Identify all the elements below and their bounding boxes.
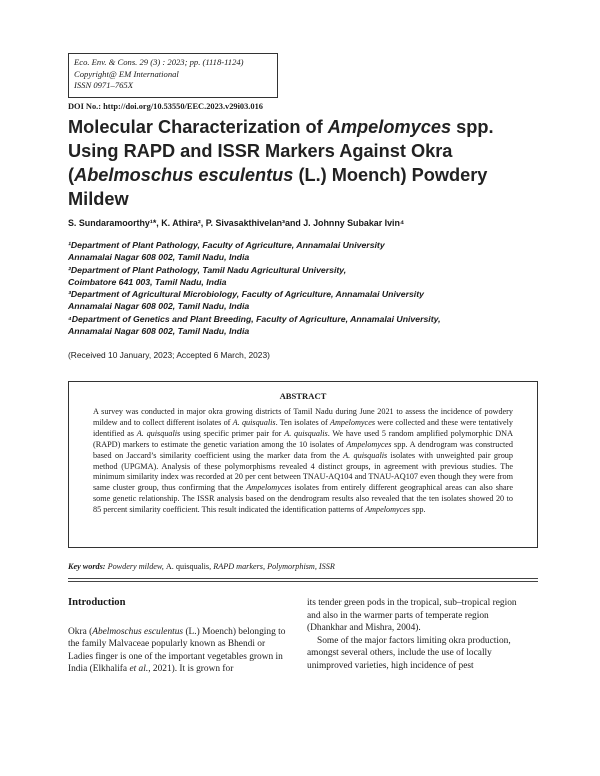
- abstract-box: [68, 381, 538, 548]
- paragraph: Some of the major factors limiting okra production, amongst several others, include the use of locally unimproved varieties, high incidence of pest: [307, 635, 511, 671]
- affiliation-line: Annamalai Nagar 608 002, Tamil Nadu, India: [68, 301, 250, 312]
- right-column: [307, 597, 529, 672]
- divider-line: [68, 581, 538, 582]
- affiliations: [68, 239, 538, 337]
- doi[interactable]: DOI No.: http://doi.org/10.53550/EEC.2023.v29i03.016: [68, 102, 263, 111]
- left-column: [68, 597, 290, 676]
- paper-title: Molecular Characterization of Ampelomyces spp. Using RAPD and ISSR Markers Against Okra (Abelmoschus esculentus (L.) Moench) Powdery Mildew: [68, 117, 494, 209]
- received-dates: (Received 10 January, 2023; Accepted 6 March, 2023): [68, 350, 270, 360]
- affiliation-line: Coimbatore 641 003, Tamil Nadu, India: [68, 276, 227, 287]
- paragraph: its tender green pods in the tropical, sub–tropical region and also in the warmer parts of temperate region (Dhankhar and Mishra, 2004).: [307, 598, 517, 633]
- abstract-text: A survey was conducted in major okra growing districts of Tamil Nadu during June 2021 to assess the incidence of powdery mildew and to collect different isolates of A. quisqualis. Ten isolates of Ampelomyces were collected and these were tentatively identified as A. quisqualis using specific primer pair for A. quisqualis. We have used 5 random amplified polymorphic DNA (RAPD) markers to estimate the genetic variation among the 10 isolates of Ampelomyces spp. A dendrogram was constructed based on Jaccard’s similarity coefficient using the marker data from the A. quisqualis isolates with unweighted pair group method (UPGMA). Analysis of these polymorphisms revealed 4 distinct groups, in agreement with previous studies. The minimum similarity index was recorded at 20 per cent between TNAU-AQ104 and TNAU-AQ107 even though they were from same cluster group, thus confirming that the Ampelomyces isolates from entirely different geographical areas can also share some genetic relationship. The ISSR analysis based on the dendrogram results also revealed that the ten isolates showed 20 to 85 percent similarity coefficient. This result indicated the identification patterns of Ampelomyces spp.: [93, 407, 514, 515]
- journal-issn: ISSN 0971–765X: [74, 80, 133, 90]
- section-heading-introduction: Introduction: [68, 597, 126, 608]
- affiliation-line: ¹Department of Plant Pathology, Faculty of Agriculture, Annamalai University: [68, 240, 385, 250]
- keywords: Key words: Powdery mildew, A. quisqualis, RAPD markers, Polymorphism, ISSR: [68, 562, 335, 571]
- affiliation-line: ³Department of Agricultural Microbiology, Faculty of Agriculture, Annamalai University: [68, 289, 424, 300]
- journal-info-box: [68, 53, 278, 98]
- affiliation-line: ⁴Department of Genetics and Plant Breeding, Faculty of Agriculture, Annamalai University,: [68, 313, 441, 324]
- paragraph: Okra (Abelmoschus esculentus (L.) Moench) belonging to the family Malvaceae popularly known as Bhendi or Ladies finger is one of the important vegetables grown in India (Elkhalifa et al., 2021). It is grown for: [68, 626, 286, 674]
- abstract-heading: ABSTRACT: [279, 391, 327, 401]
- keywords-label: Key words:: [68, 562, 106, 571]
- affiliation-line: Annamalai Nagar 608 002, Tamil Nadu, India: [68, 326, 250, 337]
- journal-citation: Eco. Env. & Cons. 29 (3) : 2023; pp. (1118-1124): [74, 57, 244, 67]
- affiliation-line: Annamalai Nagar 608 002, Tamil Nadu, India: [68, 252, 250, 263]
- journal-copyright: Copyright@ EM International: [74, 68, 179, 79]
- affiliation-line: ²Department of Plant Pathology, Tamil Nadu Agricultural University,: [68, 264, 347, 275]
- divider-line: [68, 578, 538, 579]
- author-list: S. Sundaramoorthy¹*, K. Athira², P. Sivasakthivelan³and J. Johnny Subakar Ivin⁴: [68, 218, 405, 228]
